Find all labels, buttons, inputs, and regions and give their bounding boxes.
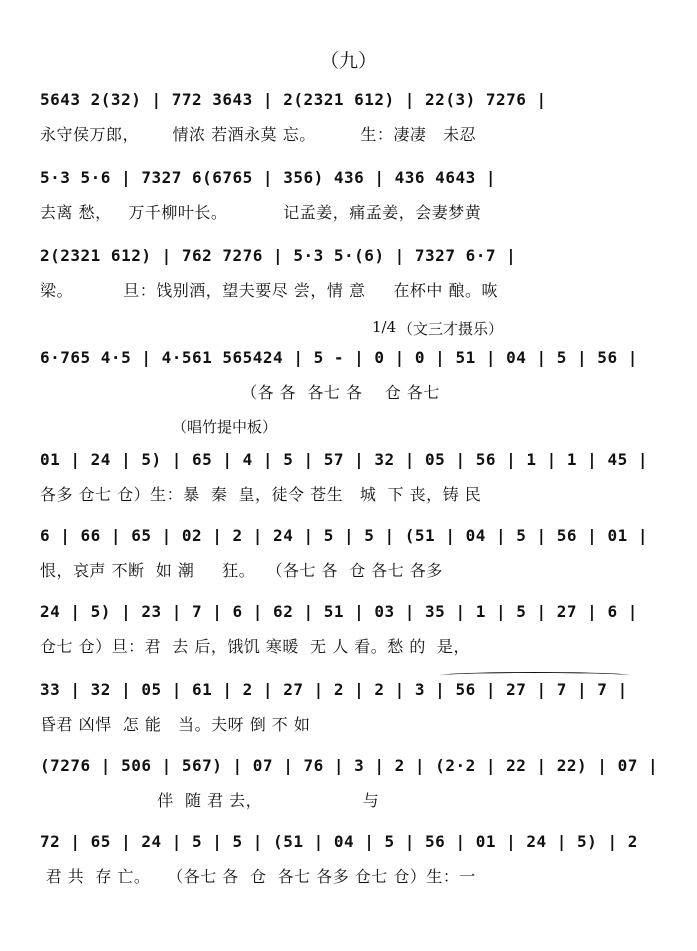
notation-line: 24 | 5) | 23 | 7 | 6 | 62 | 51 | 03 | 35 | 1 | 5 | 27 | 6 | [40, 602, 638, 621]
lyric-line: 各多 仓七 仓）生：暴 秦 皇，徒令 苍生 城 下 丧，铸 民 [40, 485, 482, 504]
lyric-line: 昏君 凶悍 怎 能 当。夫呀 倒 不 如 [40, 715, 311, 734]
tie-slur [440, 672, 630, 679]
notation-line: 5·3 5·6 | 7327 6(6765 | 356) 436 | 436 4643 | [40, 168, 496, 187]
notation-line: 72 | 65 | 24 | 5 | 5 | (51 | 04 | 5 | 56 | 01 | 24 | 5) | 2 [40, 832, 638, 851]
time-signature: 1/4 [372, 318, 397, 336]
percussion-cue: （文三才摄乐） [398, 320, 504, 338]
lyric-line: 伴 随 君 去， 与 [40, 791, 380, 810]
lyric-line: 仓七 仓）旦：君 去 后，饿饥 寒暖 无 人 看。愁 的 是， [40, 637, 471, 656]
lyric-line: 去离 愁， 万千柳叶长。 记孟姜，痛孟姜，会妻梦黄 [40, 203, 482, 222]
notation-line: 5643 2(32) | 772 3643 | 2(2321 612) | 22(3) 7276 | [40, 90, 547, 109]
lyric-line: 恨，哀声 不断 如 潮 狂。 （各七 各 仓 各七 各多 [40, 561, 443, 580]
notation-line: 2(2321 612) | 762 7276 | 5·3 5·(6) | 7327 6·7 | [40, 246, 517, 265]
lyric-line: 永守侯万郎， 情浓 若酒永莫 忘。 生：凄凄 未忍 [40, 125, 477, 144]
notation-line: 6·765 4·5 | 4·561 565424 | 5 - | 0 | 0 | 51 | 04 | 5 | 56 | [40, 348, 638, 367]
page-number: （九） [319, 50, 377, 72]
notation-line: 33 | 32 | 05 | 61 | 2 | 27 | 2 | 2 | 3 | 56 | 27 | 7 | 7 | [40, 680, 628, 699]
notation-line: 01 | 24 | 5) | 65 | 4 | 5 | 57 | 32 | 05 | 56 | 1 | 1 | 45 | [40, 450, 648, 469]
tempo-mark: （唱竹提中板） [172, 418, 278, 436]
lyric-line: （各 各 各七 各 仓 各七 [40, 383, 440, 402]
lyric-line: 君 共 存 亡。 （各七 各 仓 各七 各多 仓七 仓）生：一 [40, 867, 476, 886]
notation-line: (7276 | 506 | 567) | 07 | 76 | 3 | 2 | (2·2 | 22 | 22) | 07 | [40, 756, 659, 775]
lyric-line: 梁。 旦：饯别酒，望夫要尽 尝，情 意 在杯中 酿。咴 [40, 281, 498, 300]
notation-line: 6 | 66 | 65 | 02 | 2 | 24 | 5 | 5 | (51 | 04 | 5 | 56 | 01 | [40, 526, 648, 545]
